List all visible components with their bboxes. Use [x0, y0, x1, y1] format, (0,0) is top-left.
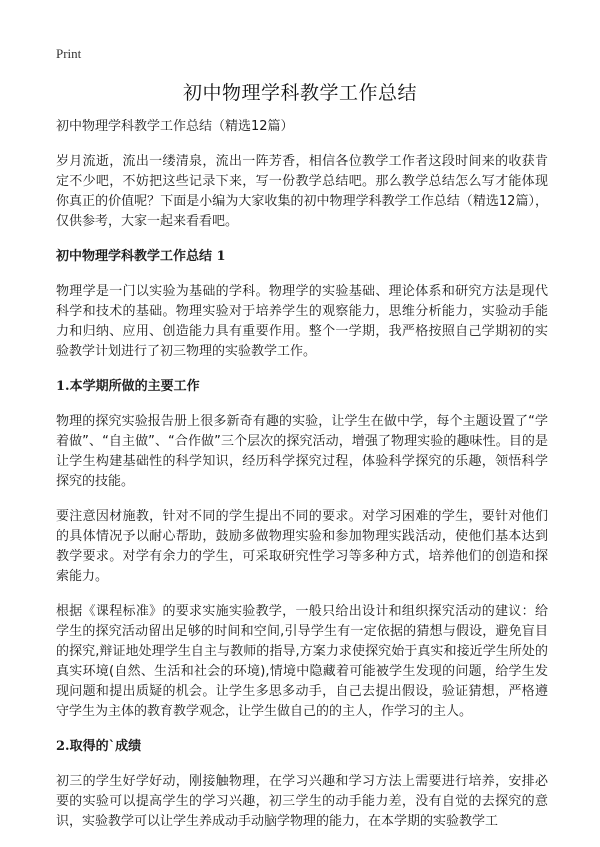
work-paragraph-3: 根据《课程标准》的要求实施实验教学，一般只给出设计和组织探究活动的建议：给学生的探究活动留出足够的时间和空间,引导学生有一定依据的猜想与假设，避免盲目的探究,辩证地处理学生自主与教师的指导,方案力求使探究始于真实和接近学生所处的真实环境(自然、生活和社会的环境),情境中隐藏着可能被学生发现的问题，给学生发现问题和提出质疑的机会。让学生多思多动手，自己去提出假设，验证猜想，严格遵守学生为主体的教育教学观念，让学生做自己的的主人，作学习的主人。: [56, 604, 548, 719]
section-heading-1: 初中物理学科教学工作总结 1: [56, 249, 226, 264]
subsection-heading-results: 2.取得的`成绩: [56, 739, 142, 754]
subsection-heading-work: 1.本学期所做的主要工作: [56, 379, 200, 394]
document-body: [56, 117, 548, 847]
intro-paragraph: 岁月流逝，流出一缕清泉，流出一阵芳香，相信各位教学工作者这段时间来的收获肯定不少吧，不妨把这些记录下来，写一份教学总结吧。那么教学总结怎么写才能体现你真正的价值呢？下面是小编为大家收集的初中物理学科教学工作总结（精选12篇），仅供参考，大家一起来看看吧。: [56, 154, 548, 229]
results-paragraph: 初三的学生好学好动，刚接触物理，在学习兴趣和学习方法上需要进行培养，安排必要的实验可以提高学生的学习兴趣，初三学生的动手能力差，没有自觉的去探究的意识，实验教学可以让学生养成动手动脑学物理的能力，在本学期的实验教学工: [56, 774, 548, 829]
document-subtitle: 初中物理学科教学工作总结（精选12篇）: [56, 119, 294, 134]
section-1-paragraph: 物理学是一门以实验为基础的学科。物理学的实验基础、理论体系和研究方法是现代科学和技术的基础。物理实验对于培养学生的观察能力，思维分析能力，实验动手能力和归纳、应用、创造能力具有重要作用。整个一学期，我严格按照自己学期初的实验教学计划进行了初三物理的实验教学工作。: [56, 284, 548, 359]
work-paragraph-1: 物理的探究实验报告册上很多新奇有趣的实验，让学生在做中学，每个主题设置了“学着做”、“自主做”、“合作做”三个层次的探究活动，增强了物理实验的趣味性。目的是让学生构建基础性的科学知识，经历科学探究过程，体验科学探究的乐趣，领悟科学探究的技能。: [56, 414, 548, 489]
work-paragraph-2: 要注意因材施教，针对不同的学生提出不同的要求。对学习困难的学生，要针对他们的具体情况予以耐心帮助，鼓励多做物理实验和参加物理实践活动，使他们基本达到教学要求。对学有余力的学生，可采取研究性学习等多种方式，培养他们的创造和探索能力。: [56, 509, 548, 584]
document-title: 初中物理学科教学工作总结: [182, 82, 417, 104]
print-link[interactable]: Print: [56, 46, 82, 61]
